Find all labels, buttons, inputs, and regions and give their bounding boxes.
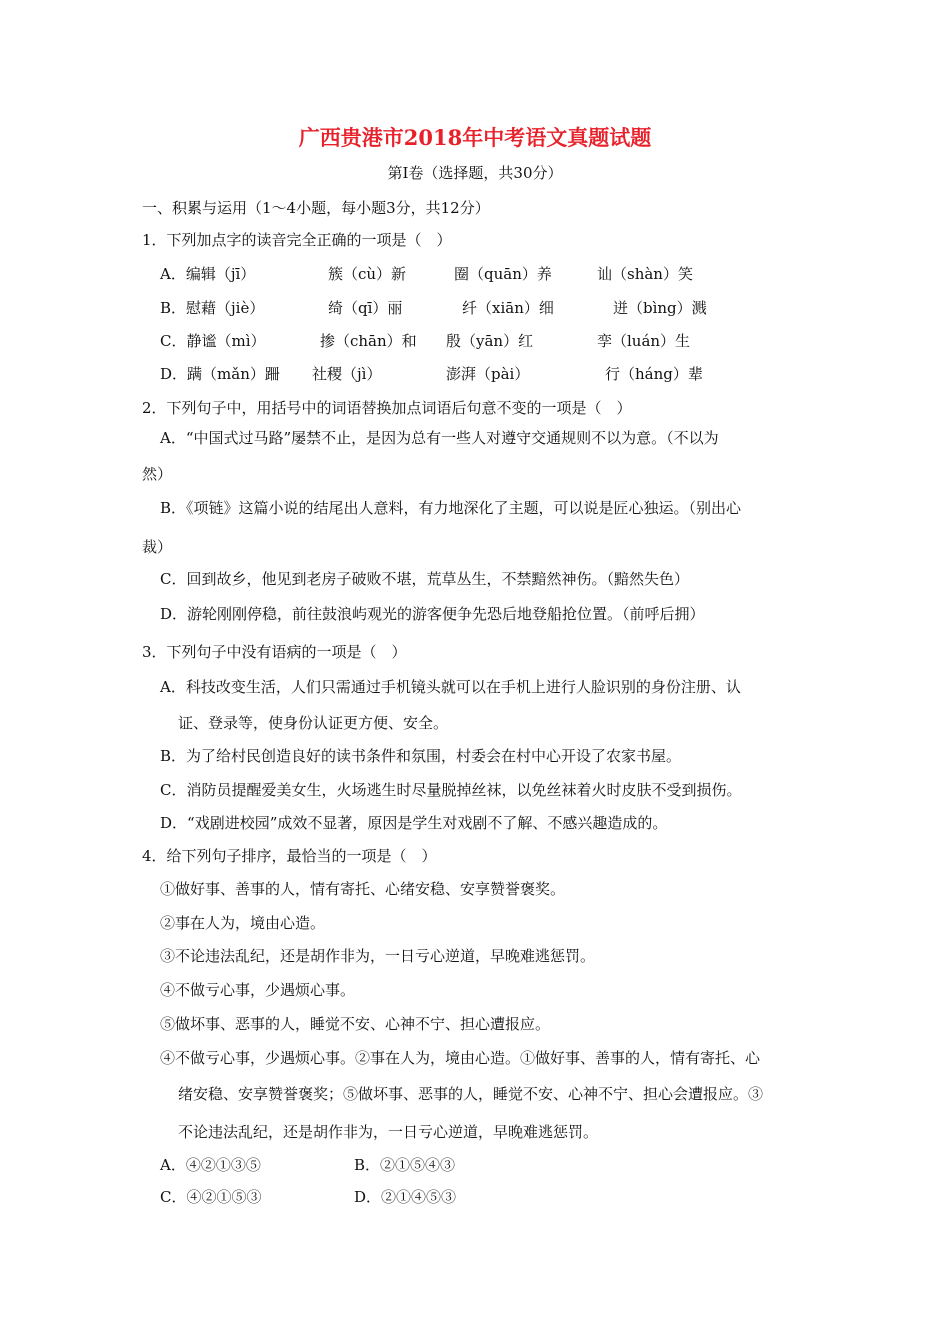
q1-option-d-3: 澎湃（pài） [446,365,530,383]
q1-option-c-1: C．静谧（mì） [160,332,266,350]
q1-option-c-3: 殷（yān）红 [446,332,534,350]
q2-option-c: C．回到故乡，他见到老房子破败不堪，荒草丛生，不禁黯然神伤。（黯然失色） [160,570,689,588]
q4-sentence-2: ②事在人为，境由心造。 [160,914,326,932]
q1-option-c-4: 孪（luán）生 [597,332,691,350]
q1-option-c-2: 掺（chān）和 [320,332,417,350]
q4-option-a: A．④②①③⑤ [160,1156,261,1174]
q4-option-c: C．④②①⑤③ [160,1188,262,1206]
q4-sentence-1: ①做好事、善事的人，情有寄托、心绪安稳、安享赞誉褒奖。 [160,880,566,898]
q4-sentence-4: ④不做亏心事，少遇烦心事。 [160,981,356,999]
q4-passage-line-1: ④不做亏心事，少遇烦心事。②事在人为，境由心造。①做好事、善事的人，情有寄托、心 [160,1049,761,1067]
question-3-stem: 3．下列句子中没有语病的一项是（ ） [142,643,407,661]
q2-option-a-cont: 然） [142,465,173,483]
q1-option-d-4: 行（háng）辈 [605,365,703,383]
q2-option-b-cont: 裁） [142,538,173,556]
q1-option-d-1: D．蹒（mǎn）跚 [160,365,280,383]
q2-option-a: A．“中国式过马路”屡禁不止，是因为总有一些人对遵守交通规则不以为意。（不以为 [160,429,719,447]
q2-option-d: D．游轮刚刚停稳，前往鼓浪屿观光的游客便争先恐后地登船抢位置。（前呼后拥） [160,605,705,623]
question-4-stem: 4．给下列句子排序，最恰当的一项是（ ） [142,847,437,865]
q4-sentence-5: ⑤做坏事、恶事的人，睡觉不安、心神不宁、担心遭报应。 [160,1015,551,1033]
question-1-stem: 1．下列加点字的读音完全正确的一项是（ ） [142,231,452,249]
q2-option-b: B．《项链》这篇小说的结尾出人意料，有力地深化了主题，可以说是匠心独运。（别出心 [160,499,742,517]
q4-option-b: B．②①⑤④③ [354,1156,456,1174]
section-heading: 一、积累与运用（1～4小题，每小题3分，共12分） [142,199,490,217]
q3-option-a-cont: 证、登录等，使身份认证更方便、安全。 [178,714,449,732]
q1-option-a-4: 讪（shàn）笑 [597,265,693,283]
q1-option-a-3: 圈（quān）养 [454,265,552,283]
q4-sentence-3: ③不论违法乱纪，还是胡作非为，一日亏心逆道，早晚难逃惩罚。 [160,947,596,965]
q3-option-b: B．为了给村民创造良好的读书条件和氛围，村委会在村中心开设了农家书屋。 [160,747,682,765]
q1-option-a-2: 簇（cù）新 [328,265,407,283]
q1-option-b-3: 纤（xiān）细 [462,299,554,317]
q1-option-d-2: 社稷（jì） [312,365,382,383]
q4-passage-line-3: 不论违法乱纪，还是胡作非为，一日亏心逆道，早晚难逃惩罚。 [178,1123,599,1141]
q4-passage-line-2: 绪安稳、安享赞誉褒奖；⑤做坏事、恶事的人，睡觉不安、心神不宁、担心会遭报应。③ [178,1085,764,1103]
q1-option-b-1: B．慰藉（jiè） [160,299,265,317]
question-2-stem: 2．下列句子中，用括号中的词语替换加点词语后句意不变的一项是（ ） [142,399,632,417]
q4-option-d: D．②①④⑤③ [354,1188,457,1206]
volume-subtitle: 第Ⅰ卷（选择题，共30分） [387,164,563,182]
q3-option-a: A．科技改变生活，人们只需通过手机镜头就可以在手机上进行人脸识别的身份注册、认 [160,678,741,696]
q1-option-b-4: 迸（bìng）溅 [613,299,707,317]
document-title: 广西贵港市2018年中考语文真题试题 [298,125,652,150]
q3-option-d: D．“戏剧进校园”成效不显著，原因是学生对戏剧不了解、不感兴趣造成的。 [160,814,668,832]
q1-option-b-2: 绮（qī）丽 [328,299,403,317]
q1-option-a-1: A．编辑（jī） [160,265,256,283]
q3-option-c: C．消防员提醒爱美女生，火场逃生时尽量脱掉丝袜，以免丝袜着火时皮肤不受到损伤。 [160,781,742,799]
